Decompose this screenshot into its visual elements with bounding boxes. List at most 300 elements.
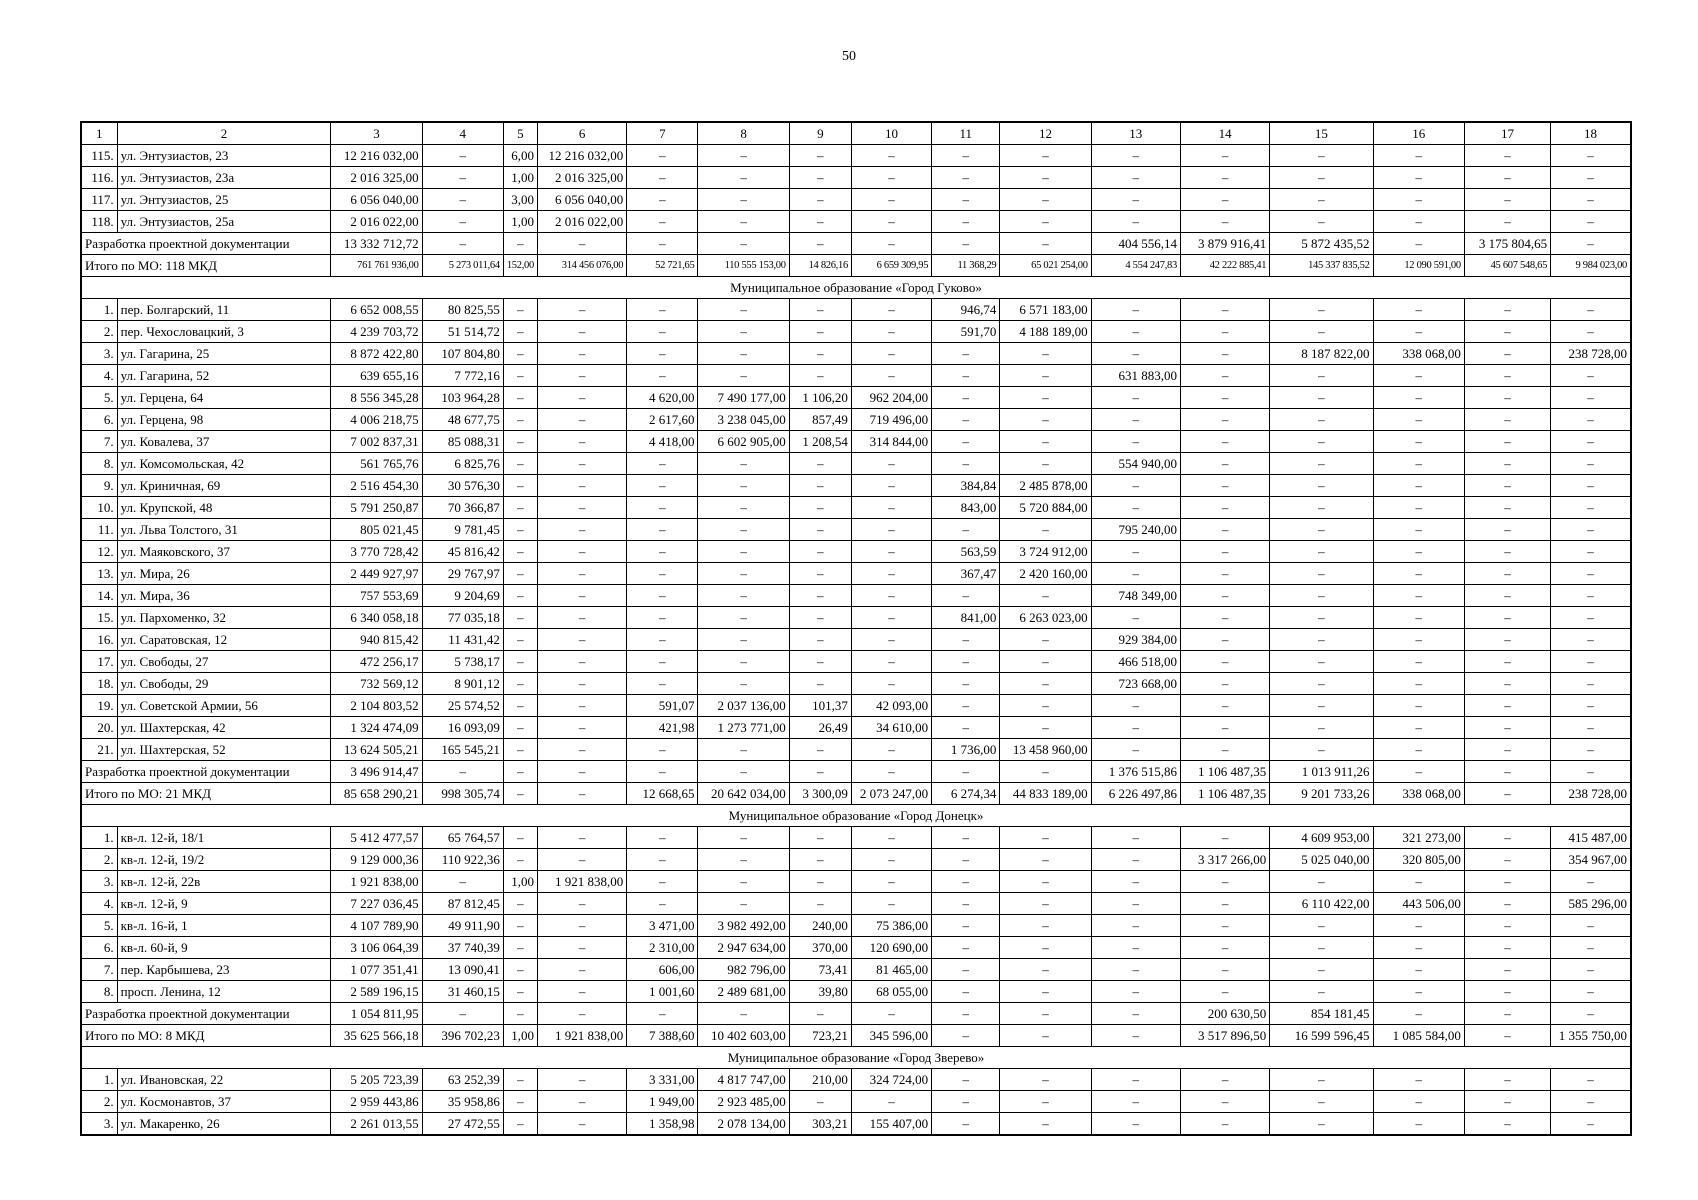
row-number: 3. xyxy=(81,871,117,893)
value-cell-18: – xyxy=(1551,695,1631,717)
value-cell-14: – xyxy=(1180,387,1269,409)
summary-row xyxy=(81,1025,1631,1047)
value-cell-3: 12 216 032,00 xyxy=(331,145,422,167)
value-cell-15: 145 337 835,52 xyxy=(1270,255,1373,277)
value-cell-11: – xyxy=(932,453,1000,475)
value-cell-13: – xyxy=(1091,211,1180,233)
value-cell-9: – xyxy=(789,761,851,783)
value-cell-8: – xyxy=(698,343,789,365)
value-cell-5: – xyxy=(503,893,537,915)
value-cell-10: 155 407,00 xyxy=(851,1113,931,1136)
value-cell-10: – xyxy=(851,145,931,167)
value-cell-14: – xyxy=(1180,585,1269,607)
value-cell-16: 12 090 591,00 xyxy=(1373,255,1464,277)
column-header-3: 3 xyxy=(331,122,422,145)
value-cell-15: 1 013 911,26 xyxy=(1270,761,1373,783)
value-cell-18: – xyxy=(1551,651,1631,673)
row-number: 117. xyxy=(81,189,117,211)
value-cell-7: – xyxy=(627,321,698,343)
value-cell-7: – xyxy=(627,343,698,365)
value-cell-5: 3,00 xyxy=(503,189,537,211)
value-cell-10: – xyxy=(851,343,931,365)
value-cell-16: – xyxy=(1373,1091,1464,1113)
value-cell-18: – xyxy=(1551,387,1631,409)
value-cell-8: 3 982 492,00 xyxy=(698,915,789,937)
value-cell-5: – xyxy=(503,1113,537,1136)
value-cell-4: 5 273 011,64 xyxy=(422,255,503,277)
row-number: 6. xyxy=(81,409,117,431)
value-cell-6: – xyxy=(537,959,626,981)
row-number: 2. xyxy=(81,321,117,343)
value-cell-13: – xyxy=(1091,1069,1180,1091)
value-cell-18: – xyxy=(1551,519,1631,541)
value-cell-15: – xyxy=(1270,453,1373,475)
value-cell-10: – xyxy=(851,849,931,871)
value-cell-15: – xyxy=(1270,563,1373,585)
table-row xyxy=(81,915,1631,937)
value-cell-16: – xyxy=(1373,959,1464,981)
value-cell-16: – xyxy=(1373,717,1464,739)
value-cell-5: – xyxy=(503,915,537,937)
value-cell-17: – xyxy=(1464,959,1550,981)
value-cell-13: – xyxy=(1091,189,1180,211)
value-cell-12: – xyxy=(1000,827,1091,849)
value-cell-9: – xyxy=(789,475,851,497)
value-cell-17: – xyxy=(1464,717,1550,739)
row-number: 7. xyxy=(81,431,117,453)
address-cell: кв-л. 60-й, 9 xyxy=(117,937,331,959)
value-cell-16: 1 085 584,00 xyxy=(1373,1025,1464,1047)
value-cell-4: 107 804,80 xyxy=(422,343,503,365)
address-cell: кв-л. 12-й, 18/1 xyxy=(117,827,331,849)
value-cell-6: 1 921 838,00 xyxy=(537,1025,626,1047)
value-cell-5: 1,00 xyxy=(503,211,537,233)
value-cell-8: – xyxy=(698,893,789,915)
address-cell: ул. Энтузиастов, 25 xyxy=(117,189,331,211)
value-cell-8: – xyxy=(698,607,789,629)
value-cell-6: – xyxy=(537,937,626,959)
value-cell-3: 761 761 936,00 xyxy=(331,255,422,277)
value-cell-5: 6,00 xyxy=(503,145,537,167)
value-cell-11: 841,00 xyxy=(932,607,1000,629)
value-cell-14: – xyxy=(1180,211,1269,233)
value-cell-12: – xyxy=(1000,673,1091,695)
column-header-1: 1 xyxy=(81,122,117,145)
value-cell-16: – xyxy=(1373,607,1464,629)
row-number: 18. xyxy=(81,673,117,695)
value-cell-11: – xyxy=(932,893,1000,915)
value-cell-9: 240,00 xyxy=(789,915,851,937)
value-cell-14: – xyxy=(1180,739,1269,761)
value-cell-15: – xyxy=(1270,585,1373,607)
value-cell-18: – xyxy=(1551,497,1631,519)
value-cell-11: 946,74 xyxy=(932,299,1000,321)
address-cell: ул. Шахтерская, 42 xyxy=(117,717,331,739)
value-cell-10: 6 659 309,95 xyxy=(851,255,931,277)
value-cell-6: – xyxy=(537,1091,626,1113)
value-cell-6: – xyxy=(537,409,626,431)
value-cell-4: 31 460,15 xyxy=(422,981,503,1003)
value-cell-18: – xyxy=(1551,607,1631,629)
value-cell-6: – xyxy=(537,321,626,343)
value-cell-18: – xyxy=(1551,761,1631,783)
value-cell-5: – xyxy=(503,695,537,717)
address-cell: ул. Крупской, 48 xyxy=(117,497,331,519)
value-cell-17: – xyxy=(1464,1113,1550,1136)
value-cell-11: – xyxy=(932,717,1000,739)
value-cell-10: 962 204,00 xyxy=(851,387,931,409)
value-cell-13: 1 376 515,86 xyxy=(1091,761,1180,783)
value-cell-4: – xyxy=(422,1003,503,1025)
value-cell-17: – xyxy=(1464,893,1550,915)
value-cell-4: 103 964,28 xyxy=(422,387,503,409)
row-number: 8. xyxy=(81,453,117,475)
register-table xyxy=(80,121,1632,1136)
value-cell-5: – xyxy=(503,233,537,255)
table-row xyxy=(81,453,1631,475)
value-cell-7: 7 388,60 xyxy=(627,1025,698,1047)
row-number: 20. xyxy=(81,717,117,739)
address-cell: ул. Маяковского, 37 xyxy=(117,541,331,563)
value-cell-11: – xyxy=(932,651,1000,673)
value-cell-6: – xyxy=(537,695,626,717)
value-cell-4: – xyxy=(422,233,503,255)
value-cell-8: – xyxy=(698,739,789,761)
value-cell-9: 26,49 xyxy=(789,717,851,739)
value-cell-7: – xyxy=(627,827,698,849)
row-number: 115. xyxy=(81,145,117,167)
value-cell-7: 12 668,65 xyxy=(627,783,698,805)
value-cell-15: – xyxy=(1270,959,1373,981)
value-cell-4: 37 740,39 xyxy=(422,937,503,959)
value-cell-17: – xyxy=(1464,981,1550,1003)
value-cell-9: – xyxy=(789,145,851,167)
value-cell-18: – xyxy=(1551,739,1631,761)
value-cell-16: – xyxy=(1373,387,1464,409)
value-cell-18: – xyxy=(1551,1003,1631,1025)
value-cell-15: – xyxy=(1270,211,1373,233)
value-cell-16: – xyxy=(1373,541,1464,563)
value-cell-8: – xyxy=(698,475,789,497)
value-cell-10: – xyxy=(851,365,931,387)
value-cell-13: 466 518,00 xyxy=(1091,651,1180,673)
row-number: 14. xyxy=(81,585,117,607)
value-cell-13: – xyxy=(1091,607,1180,629)
row-number: 16. xyxy=(81,629,117,651)
table-row xyxy=(81,695,1631,717)
value-cell-3: 35 625 566,18 xyxy=(331,1025,422,1047)
value-cell-3: 561 765,76 xyxy=(331,453,422,475)
value-cell-11: 591,70 xyxy=(932,321,1000,343)
value-cell-18: 238 728,00 xyxy=(1551,783,1631,805)
value-cell-17: – xyxy=(1464,563,1550,585)
value-cell-11: – xyxy=(932,387,1000,409)
value-cell-18: – xyxy=(1551,937,1631,959)
value-cell-14: – xyxy=(1180,409,1269,431)
value-cell-3: 6 056 040,00 xyxy=(331,189,422,211)
value-cell-9: – xyxy=(789,849,851,871)
value-cell-17: 45 607 548,65 xyxy=(1464,255,1550,277)
value-cell-5: – xyxy=(503,827,537,849)
row-number: 1. xyxy=(81,299,117,321)
value-cell-6: – xyxy=(537,739,626,761)
address-cell: кв-л. 12-й, 9 xyxy=(117,893,331,915)
value-cell-12: – xyxy=(1000,233,1091,255)
value-cell-10: 314 844,00 xyxy=(851,431,931,453)
value-cell-8: 2 489 681,00 xyxy=(698,981,789,1003)
value-cell-15: 16 599 596,45 xyxy=(1270,1025,1373,1047)
value-cell-6: – xyxy=(537,365,626,387)
value-cell-18: – xyxy=(1551,431,1631,453)
value-cell-11: – xyxy=(932,1025,1000,1047)
value-cell-13: – xyxy=(1091,1091,1180,1113)
value-cell-8: – xyxy=(698,189,789,211)
table-row xyxy=(81,321,1631,343)
address-cell: ул. Советской Армии, 56 xyxy=(117,695,331,717)
value-cell-13: – xyxy=(1091,959,1180,981)
table-row xyxy=(81,343,1631,365)
value-cell-11: – xyxy=(932,409,1000,431)
value-cell-4: 9 781,45 xyxy=(422,519,503,541)
value-cell-3: 13 624 505,21 xyxy=(331,739,422,761)
value-cell-16: – xyxy=(1373,1113,1464,1136)
row-number: 5. xyxy=(81,915,117,937)
value-cell-3: 4 239 703,72 xyxy=(331,321,422,343)
value-cell-16: – xyxy=(1373,299,1464,321)
value-cell-17: – xyxy=(1464,651,1550,673)
value-cell-14: – xyxy=(1180,343,1269,365)
value-cell-10: – xyxy=(851,827,931,849)
column-header-15: 15 xyxy=(1270,122,1373,145)
value-cell-14: 3 517 896,50 xyxy=(1180,1025,1269,1047)
value-cell-18: – xyxy=(1551,585,1631,607)
value-cell-11: – xyxy=(932,695,1000,717)
value-cell-12: – xyxy=(1000,893,1091,915)
value-cell-18: – xyxy=(1551,233,1631,255)
table-row xyxy=(81,893,1631,915)
column-header-6: 6 xyxy=(537,122,626,145)
value-cell-3: 2 589 196,15 xyxy=(331,981,422,1003)
value-cell-13: 404 556,14 xyxy=(1091,233,1180,255)
value-cell-10: 120 690,00 xyxy=(851,937,931,959)
value-cell-15: – xyxy=(1270,475,1373,497)
value-cell-3: 3 496 914,47 xyxy=(331,761,422,783)
value-cell-8: 2 078 134,00 xyxy=(698,1113,789,1136)
value-cell-12: – xyxy=(1000,1113,1091,1136)
value-cell-11: – xyxy=(932,1091,1000,1113)
value-cell-18: – xyxy=(1551,167,1631,189)
section-row xyxy=(81,277,1631,299)
value-cell-5: – xyxy=(503,629,537,651)
value-cell-10: – xyxy=(851,189,931,211)
address-cell: ул. Космонавтов, 37 xyxy=(117,1091,331,1113)
value-cell-15: 6 110 422,00 xyxy=(1270,893,1373,915)
address-cell: ул. Энтузиастов, 23 xyxy=(117,145,331,167)
row-number: 3. xyxy=(81,343,117,365)
value-cell-7: – xyxy=(627,189,698,211)
value-cell-8: 7 490 177,00 xyxy=(698,387,789,409)
value-cell-5: – xyxy=(503,651,537,673)
value-cell-6: – xyxy=(537,673,626,695)
value-cell-8: – xyxy=(698,519,789,541)
value-cell-15: – xyxy=(1270,365,1373,387)
value-cell-14: – xyxy=(1180,981,1269,1003)
value-cell-13: 929 384,00 xyxy=(1091,629,1180,651)
value-cell-13: – xyxy=(1091,431,1180,453)
value-cell-4: 45 816,42 xyxy=(422,541,503,563)
value-cell-17: – xyxy=(1464,1091,1550,1113)
row-number: 10. xyxy=(81,497,117,519)
row-number: 3. xyxy=(81,1113,117,1136)
column-header-8: 8 xyxy=(698,122,789,145)
value-cell-17: – xyxy=(1464,915,1550,937)
value-cell-8: – xyxy=(698,497,789,519)
value-cell-13: – xyxy=(1091,893,1180,915)
value-cell-4: 396 702,23 xyxy=(422,1025,503,1047)
value-cell-14: 1 106 487,35 xyxy=(1180,783,1269,805)
value-cell-6: – xyxy=(537,541,626,563)
value-cell-5: 1,00 xyxy=(503,871,537,893)
value-cell-18: – xyxy=(1551,541,1631,563)
value-cell-4: 11 431,42 xyxy=(422,629,503,651)
total-row xyxy=(81,255,1631,277)
value-cell-10: – xyxy=(851,1003,931,1025)
value-cell-17: – xyxy=(1464,871,1550,893)
value-cell-4: 48 677,75 xyxy=(422,409,503,431)
row-number: 9. xyxy=(81,475,117,497)
value-cell-10: – xyxy=(851,563,931,585)
value-cell-9: 101,37 xyxy=(789,695,851,717)
table-row xyxy=(81,299,1631,321)
value-cell-12: – xyxy=(1000,211,1091,233)
value-cell-4: 80 825,55 xyxy=(422,299,503,321)
table-row xyxy=(81,563,1631,585)
value-cell-12: – xyxy=(1000,189,1091,211)
value-cell-9: – xyxy=(789,563,851,585)
summary-label: Итого по МО: 21 МКД xyxy=(81,783,331,805)
value-cell-4: – xyxy=(422,167,503,189)
value-cell-11: – xyxy=(932,167,1000,189)
value-cell-5: – xyxy=(503,783,537,805)
value-cell-9: – xyxy=(789,827,851,849)
value-cell-9: – xyxy=(789,365,851,387)
value-cell-17: – xyxy=(1464,409,1550,431)
value-cell-18: – xyxy=(1551,673,1631,695)
value-cell-9: – xyxy=(789,871,851,893)
value-cell-13: – xyxy=(1091,1003,1180,1025)
value-cell-14: 3 879 916,41 xyxy=(1180,233,1269,255)
value-cell-7: – xyxy=(627,1003,698,1025)
value-cell-8: – xyxy=(698,365,789,387)
address-cell: пер. Карбышева, 23 xyxy=(117,959,331,981)
value-cell-18: – xyxy=(1551,321,1631,343)
column-header-18: 18 xyxy=(1551,122,1631,145)
value-cell-12: – xyxy=(1000,343,1091,365)
value-cell-16: – xyxy=(1373,321,1464,343)
value-cell-15: 4 609 953,00 xyxy=(1270,827,1373,849)
value-cell-4: 13 090,41 xyxy=(422,959,503,981)
value-cell-9: – xyxy=(789,233,851,255)
value-cell-18: – xyxy=(1551,717,1631,739)
value-cell-15: – xyxy=(1270,497,1373,519)
row-number: 11. xyxy=(81,519,117,541)
value-cell-4: – xyxy=(422,211,503,233)
table-row xyxy=(81,871,1631,893)
value-cell-11: – xyxy=(932,827,1000,849)
value-cell-17: – xyxy=(1464,387,1550,409)
value-cell-13: 554 940,00 xyxy=(1091,453,1180,475)
value-cell-17: – xyxy=(1464,607,1550,629)
value-cell-3: 2 261 013,55 xyxy=(331,1113,422,1136)
value-cell-13: – xyxy=(1091,937,1180,959)
value-cell-13: – xyxy=(1091,321,1180,343)
row-number: 1. xyxy=(81,827,117,849)
value-cell-14: – xyxy=(1180,453,1269,475)
section-title: Муниципальное образование «Город Донецк» xyxy=(81,805,1631,827)
value-cell-9: 723,21 xyxy=(789,1025,851,1047)
value-cell-10: – xyxy=(851,167,931,189)
table-row xyxy=(81,651,1631,673)
value-cell-13: – xyxy=(1091,475,1180,497)
value-cell-17: – xyxy=(1464,321,1550,343)
value-cell-14: – xyxy=(1180,629,1269,651)
value-cell-16: 321 273,00 xyxy=(1373,827,1464,849)
value-cell-3: 1 077 351,41 xyxy=(331,959,422,981)
value-cell-16: – xyxy=(1373,651,1464,673)
value-cell-17: – xyxy=(1464,475,1550,497)
value-cell-9: – xyxy=(789,739,851,761)
value-cell-5: – xyxy=(503,409,537,431)
value-cell-5: – xyxy=(503,981,537,1003)
value-cell-14: – xyxy=(1180,497,1269,519)
table-row xyxy=(81,189,1631,211)
value-cell-8: 2 947 634,00 xyxy=(698,937,789,959)
value-cell-6: – xyxy=(537,827,626,849)
value-cell-13: – xyxy=(1091,849,1180,871)
value-cell-5: – xyxy=(503,519,537,541)
value-cell-12: – xyxy=(1000,1025,1091,1047)
value-cell-14: – xyxy=(1180,893,1269,915)
value-cell-14: – xyxy=(1180,167,1269,189)
value-cell-12: 2 420 160,00 xyxy=(1000,563,1091,585)
value-cell-12: – xyxy=(1000,409,1091,431)
value-cell-12: 3 724 912,00 xyxy=(1000,541,1091,563)
value-cell-9: – xyxy=(789,299,851,321)
value-cell-11: – xyxy=(932,1069,1000,1091)
value-cell-3: 13 332 712,72 xyxy=(331,233,422,255)
value-cell-9: – xyxy=(789,673,851,695)
value-cell-3: 4 107 789,90 xyxy=(331,915,422,937)
value-cell-17: – xyxy=(1464,145,1550,167)
value-cell-9: 210,00 xyxy=(789,1069,851,1091)
value-cell-10: – xyxy=(851,1091,931,1113)
value-cell-3: 4 006 218,75 xyxy=(331,409,422,431)
value-cell-11: – xyxy=(932,519,1000,541)
value-cell-6: – xyxy=(537,849,626,871)
value-cell-14: – xyxy=(1180,717,1269,739)
value-cell-6: – xyxy=(537,1113,626,1136)
value-cell-5: – xyxy=(503,1091,537,1113)
value-cell-18: – xyxy=(1551,409,1631,431)
value-cell-17: – xyxy=(1464,519,1550,541)
value-cell-7: – xyxy=(627,651,698,673)
table-row xyxy=(81,739,1631,761)
section-title: Муниципальное образование «Город Зверево» xyxy=(81,1047,1631,1069)
value-cell-14: – xyxy=(1180,519,1269,541)
value-cell-10: – xyxy=(851,651,931,673)
value-cell-13: – xyxy=(1091,343,1180,365)
value-cell-4: 110 922,36 xyxy=(422,849,503,871)
